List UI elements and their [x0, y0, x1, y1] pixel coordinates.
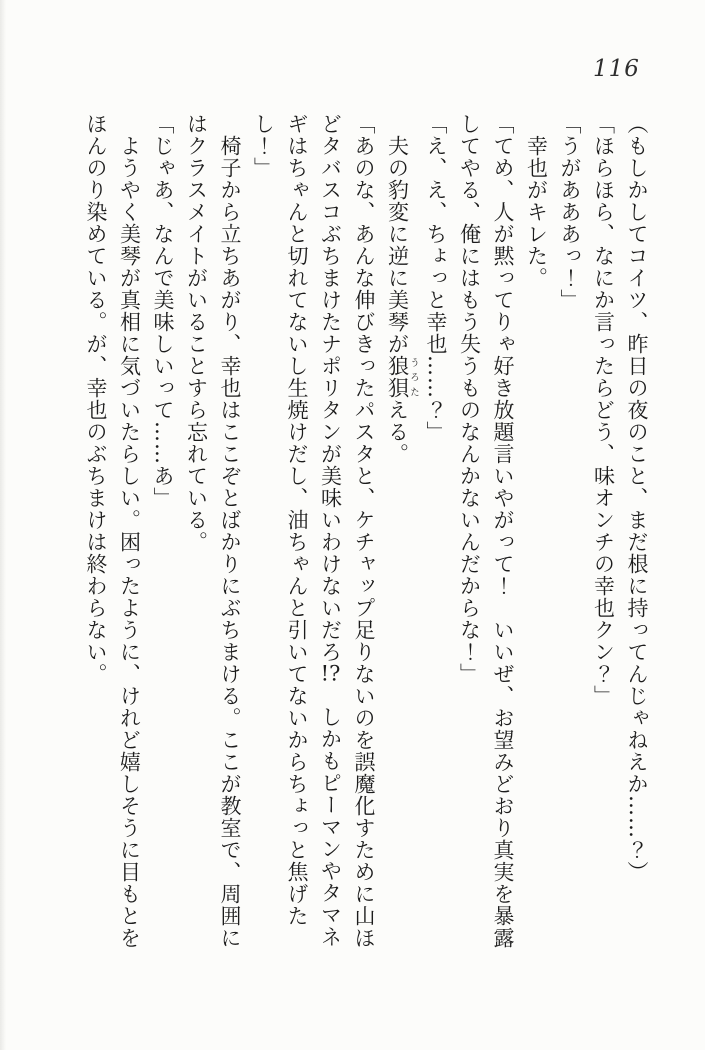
text-line: ギはちゃんと切れてないし生焼けだし、油ちゃんと引いてないからちょっと焦げた	[285, 113, 309, 927]
text-line: ほんのり染めている。が、幸也のぶちまけは終わらない。	[84, 113, 108, 685]
text-line: 「ほらほら、なにか言ったらどう、味オンチの幸也クン？」	[591, 113, 616, 707]
page-number: 116	[593, 56, 640, 82]
text-line: ようやく美琴が真相に気づいたらしい。困ったように、けれど嬉しそうに目もとを	[117, 113, 142, 949]
text-line: し！」	[251, 113, 276, 179]
text-line: 「うがあああっ！」	[558, 113, 582, 311]
text-line: （もしかしてコイツ、昨日の夜のこと、まだ根に持ってんじゃねえか……？）	[625, 113, 649, 883]
text-line: はクラスメイトがいることすら忘れている。	[184, 113, 209, 553]
text-line: 幸也がキレた。	[524, 113, 549, 289]
text-line: してやる、俺にはもう失うものなんかないんだからな！」	[457, 113, 482, 685]
text-line: 「てめ、人が黙ってりゃ好き放題言いやがって！ いいぜ、お望みどおり真実を暴露	[491, 113, 515, 949]
text-line: 「じゃあ、なんで美味しいって……あ」	[151, 113, 175, 509]
text-line: どタバスコぶちまけたナポリタンが美味いわけないだろ!? しかもピーマンやタマネ	[318, 113, 343, 948]
text-line: 「え、え、ちょっと幸也……？」	[424, 113, 448, 443]
text-column-container	[79, 113, 654, 963]
text-line: 夫の豹変に逆に美琴が狼狽うろたえる。	[385, 113, 419, 465]
text-line: 椅子から立ちあがり、幸也はここぞとばかりにぶちまける。ここが教室で、周囲に	[218, 113, 242, 949]
ruby-annotated-word: 狼狽うろた	[385, 355, 419, 399]
tate-chu-yoko: !?	[320, 663, 341, 684]
text-line: 「あのな、あんな伸びきったパスタと、ケチャップ足りないのを誤魔化すために山ほ	[352, 113, 376, 949]
